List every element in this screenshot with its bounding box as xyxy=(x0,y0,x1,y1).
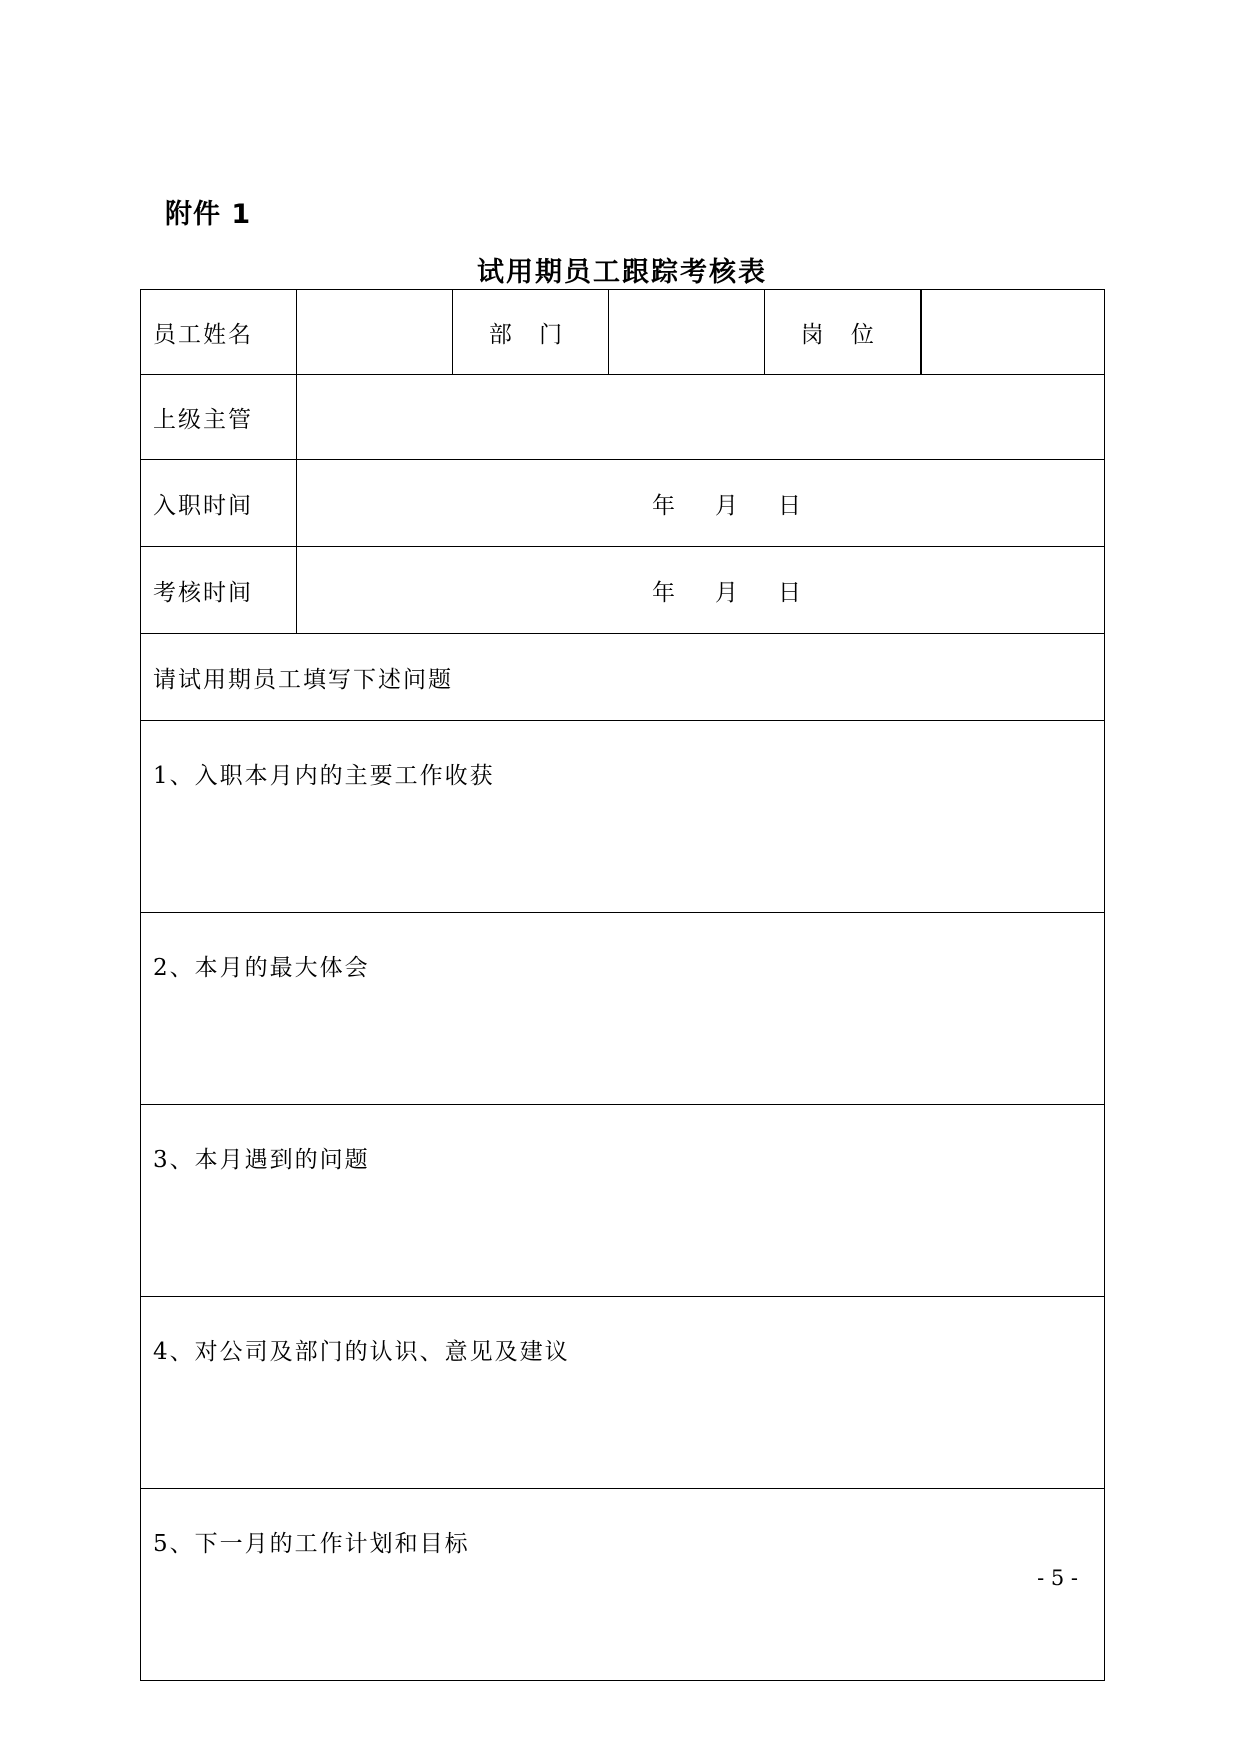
hire-date-row xyxy=(141,460,1105,547)
supervisor-field[interactable] xyxy=(297,375,1105,460)
page-number: - 5 - xyxy=(1037,1566,1078,1590)
position-field[interactable] xyxy=(921,290,1105,375)
department-label xyxy=(453,290,609,375)
question-row-4 xyxy=(141,1297,1105,1489)
question-row-2 xyxy=(141,913,1105,1105)
question-row-1 xyxy=(141,721,1105,913)
review-date-field[interactable] xyxy=(297,547,1105,634)
question-1[interactable]: 1、入职本月内的主要工作收获 xyxy=(141,721,1105,913)
hire-date-field[interactable] xyxy=(297,460,1105,547)
attachment-label: 附件 1 xyxy=(165,199,252,230)
instruction-row xyxy=(141,634,1105,721)
question-2[interactable]: 2、本月的最大体会 xyxy=(141,913,1105,1105)
hire-date-label: 入职时间 xyxy=(141,460,297,547)
probation-review-table xyxy=(140,289,1105,1681)
position-label-text: 岗 位 xyxy=(800,321,884,348)
employee-info-row xyxy=(141,290,1105,375)
review-date-row xyxy=(141,547,1105,634)
question-3[interactable]: 3、本月遇到的问题 xyxy=(141,1105,1105,1297)
instruction-text: 请试用期员工填写下述问题 xyxy=(141,634,1105,721)
question-row-5 xyxy=(141,1489,1105,1681)
employee-name-field[interactable] xyxy=(297,290,453,375)
hire-date-month: 月 xyxy=(715,492,740,519)
position-label xyxy=(765,290,921,375)
department-label-text: 部 门 xyxy=(488,321,573,348)
hire-date-day: 日 xyxy=(778,492,803,519)
supervisor-row xyxy=(141,375,1105,460)
review-date-day: 日 xyxy=(778,579,803,606)
review-date-label: 考核时间 xyxy=(141,547,297,634)
hire-date-year: 年 xyxy=(652,492,677,519)
question-row-3 xyxy=(141,1105,1105,1297)
department-field[interactable] xyxy=(609,290,765,375)
review-date-year: 年 xyxy=(652,579,677,606)
supervisor-label: 上级主管 xyxy=(141,375,297,460)
question-5[interactable]: 5、下一月的工作计划和目标 xyxy=(141,1489,1105,1681)
review-date-month: 月 xyxy=(715,579,740,606)
form-title: 试用期员工跟踪考核表 xyxy=(477,257,767,288)
question-4[interactable]: 4、对公司及部门的认识、意见及建议 xyxy=(141,1297,1105,1489)
employee-name-label: 员工姓名 xyxy=(141,290,297,375)
